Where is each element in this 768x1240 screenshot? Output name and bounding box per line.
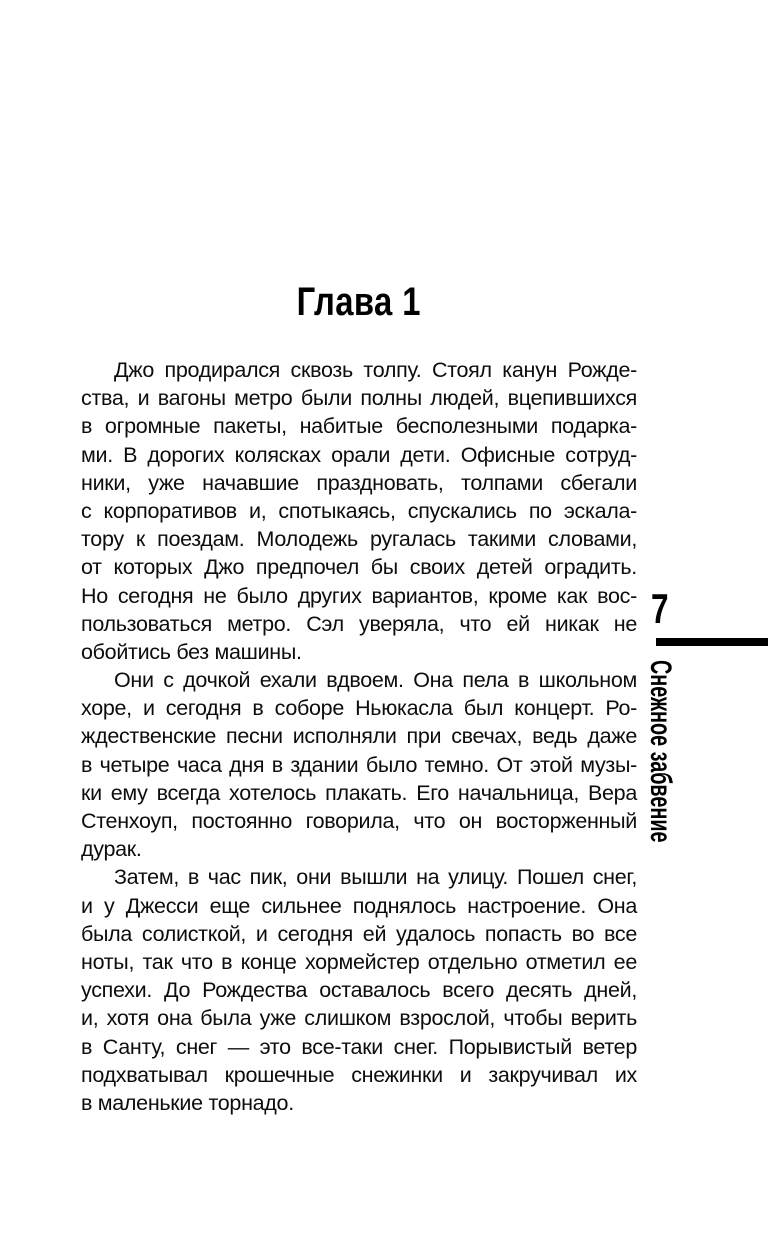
text-line: ки ему всегда хотелось плакать. Его начальница, Вера	[81, 780, 637, 805]
text-line: в четыре часа дня в здании было темно. От этой музы-	[81, 752, 637, 777]
paragraph	[81, 666, 637, 863]
text-line: подхватывал крошечные снежинки и закручивал их	[81, 1062, 637, 1087]
text-line: тору к поездам. Молодежь ругалась такими словами,	[81, 527, 637, 552]
text-line: была солисткой, и сегодня ей удалось попасть во все	[81, 921, 637, 946]
paragraph	[81, 863, 637, 1117]
text-line: успехи. До Рождества оставалось всего десять дней,	[81, 978, 637, 1003]
margin-rule-divider	[656, 638, 768, 646]
text-line: Стенхоуп, постоянно говорила, что он восторженный	[81, 809, 637, 833]
text-line: пользоваться метро. Сэл уверяла, что ей никак не	[81, 611, 637, 636]
text-line: в огромные пакеты, набитые бесполезными подарка-	[81, 414, 637, 439]
text-line: и, хотя она была уже слишком взрослой, чтобы верить	[81, 1006, 637, 1031]
text-line: дурак.	[81, 837, 142, 862]
text-line: от которых Джо предпочел бы своих детей оградить.	[81, 555, 637, 580]
text-line: с корпоративов и, спотыкаясь, спускались по эскала-	[81, 498, 637, 523]
text-line: хоре, и сегодня в соборе Ньюкасла был концерт. Ро-	[81, 696, 637, 721]
text-line: ноты, так что в конце хормейстер отдельно отметил ее	[81, 949, 637, 974]
chapter-title-text: Глава 1	[296, 280, 422, 324]
page-number: 7	[651, 585, 669, 632]
text-line: Но сегодня не было других вариантов, кроме как вос-	[81, 583, 637, 608]
text-line: в маленькие торнадо.	[81, 1090, 294, 1115]
text-line: Джо продирался сквозь толпу. Стоял канун Рожде-	[114, 358, 637, 382]
text-line: ми. В дорогих колясках орали дети. Офисные сотруд-	[81, 442, 637, 467]
text-line: Затем, в час пик, они вышли на улицу. Пошел снег,	[114, 865, 637, 890]
text-line: обойтись без машины.	[81, 639, 302, 664]
text-line: в Санту, снег — это все-таки снег. Порывистый ветер	[81, 1034, 637, 1059]
text-line: ства, и вагоны метро были полны людей, вцепившихся	[81, 386, 637, 411]
text-line: ждественские песни исполняли при свечах, ведь даже	[81, 724, 637, 749]
text-line: Они с дочкой ехали вдвоем. Она пела в школьном	[114, 668, 637, 693]
text-line: и у Джесси еще сильнее поднялось настроение. Она	[81, 893, 637, 918]
text-line: ники, уже начавшие праздновать, толпами сбегали	[81, 470, 637, 495]
paragraph	[81, 356, 637, 666]
body-text	[81, 356, 637, 1117]
book-title-vertical: Снежное забвение	[644, 660, 677, 843]
chapter-title	[81, 282, 637, 322]
